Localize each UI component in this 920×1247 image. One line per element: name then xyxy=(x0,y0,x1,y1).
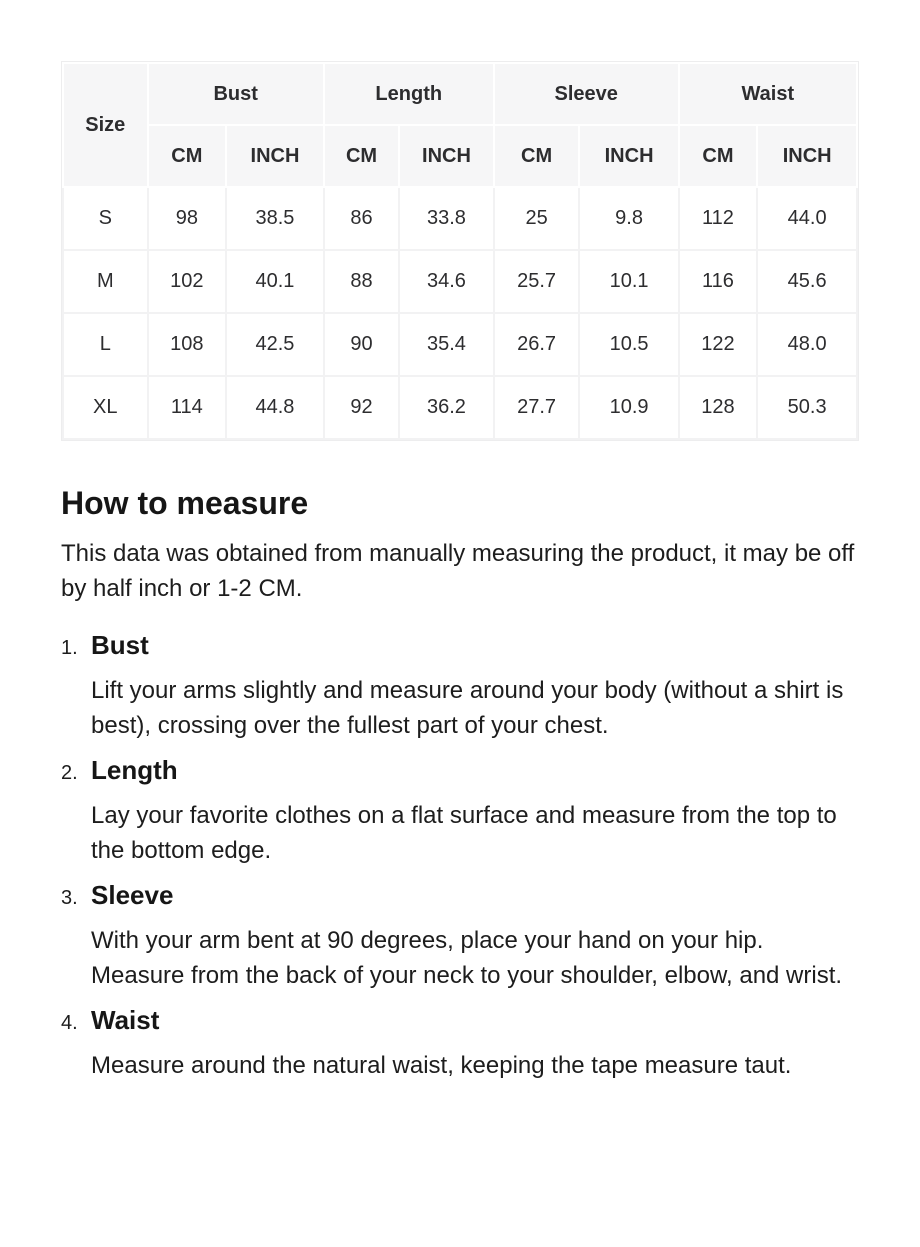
value-cell: 34.6 xyxy=(399,250,493,313)
list-item-sleeve xyxy=(61,880,859,993)
value-cell: 42.5 xyxy=(226,313,324,376)
list-item-number: 1. xyxy=(61,636,78,659)
size-cell: L xyxy=(63,313,148,376)
value-cell: 86 xyxy=(324,187,399,250)
value-cell: 44.0 xyxy=(757,187,857,250)
how-to-measure-intro: This data was obtained from manually measuring the product, it may be off by half inch or 1-2 CM. xyxy=(61,539,855,602)
group-header-bust: Bust xyxy=(148,63,324,125)
list-item-number: 3. xyxy=(61,886,78,909)
list-item-head xyxy=(61,755,859,786)
size-cell: S xyxy=(63,187,148,250)
value-cell: 33.8 xyxy=(399,187,493,250)
size-chart-table xyxy=(62,62,858,440)
value-cell: 102 xyxy=(148,250,227,313)
value-cell: 35.4 xyxy=(399,313,493,376)
size-column-header: Size xyxy=(63,63,148,187)
value-cell: 122 xyxy=(679,313,758,376)
value-cell: 50.3 xyxy=(757,376,857,439)
value-cell: 36.2 xyxy=(399,376,493,439)
group-header-sleeve: Sleeve xyxy=(494,63,679,125)
value-cell: 10.1 xyxy=(579,250,678,313)
value-cell: 114 xyxy=(148,376,227,439)
list-item-head xyxy=(61,630,859,661)
value-cell: 40.1 xyxy=(226,250,324,313)
unit-header-length-inch: INCH xyxy=(399,125,493,187)
group-header-row xyxy=(63,63,857,125)
list-item-number: 2. xyxy=(61,761,78,784)
value-cell: 27.7 xyxy=(494,376,580,439)
value-cell: 25.7 xyxy=(494,250,580,313)
list-item-description: Lift your arms slightly and measure around your body (without a shirt is best), crossing over the fullest part of your chest. xyxy=(91,676,844,739)
value-cell: 112 xyxy=(679,187,758,250)
list-item-length xyxy=(61,755,859,868)
value-cell: 26.7 xyxy=(494,313,580,376)
value-cell: 25 xyxy=(494,187,580,250)
size-cell: M xyxy=(63,250,148,313)
group-header-waist: Waist xyxy=(679,63,857,125)
how-to-measure-heading: How to measure xyxy=(61,485,309,521)
list-item-description: Lay your favorite clothes on a flat surface and measure from the top to the bottom edge. xyxy=(91,801,837,864)
unit-header-waist-cm: CM xyxy=(679,125,758,187)
unit-header-sleeve-inch: INCH xyxy=(579,125,678,187)
value-cell: 98 xyxy=(148,187,227,250)
value-cell: 128 xyxy=(679,376,758,439)
list-item-head xyxy=(61,1005,859,1036)
table-row-m xyxy=(63,250,857,313)
value-cell: 90 xyxy=(324,313,399,376)
list-item-title: Sleeve xyxy=(91,879,174,910)
unit-header-bust-cm: CM xyxy=(148,125,227,187)
value-cell: 45.6 xyxy=(757,250,857,313)
unit-header-bust-inch: INCH xyxy=(226,125,324,187)
value-cell: 44.8 xyxy=(226,376,324,439)
list-item-bust xyxy=(61,630,859,743)
size-chart xyxy=(61,61,859,441)
value-cell: 10.5 xyxy=(579,313,678,376)
group-header-length: Length xyxy=(324,63,494,125)
value-cell: 92 xyxy=(324,376,399,439)
value-cell: 9.8 xyxy=(579,187,678,250)
list-item-title: Bust xyxy=(91,629,149,660)
value-cell: 48.0 xyxy=(757,313,857,376)
list-item-title: Length xyxy=(91,754,178,785)
unit-header-row xyxy=(63,125,857,187)
value-cell: 38.5 xyxy=(226,187,324,250)
size-cell: XL xyxy=(63,376,148,439)
list-item-description: With your arm bent at 90 degrees, place your hand on your hip. Measure from the back of your neck to your shoulder, elbow, and wrist. xyxy=(91,926,843,989)
unit-header-length-cm: CM xyxy=(324,125,399,187)
table-row-s xyxy=(63,187,857,250)
list-item-head xyxy=(61,880,859,911)
list-item-waist xyxy=(61,1005,859,1083)
list-item-number: 4. xyxy=(61,1011,78,1034)
value-cell: 116 xyxy=(679,250,758,313)
value-cell: 88 xyxy=(324,250,399,313)
unit-header-waist-inch: INCH xyxy=(757,125,857,187)
list-item-description: Measure around the natural waist, keeping the tape measure taut. xyxy=(91,1051,792,1079)
table-row-xl xyxy=(63,376,857,439)
table-row-l xyxy=(63,313,857,376)
list-item-title: Waist xyxy=(91,1004,160,1035)
measure-instructions-list xyxy=(61,630,859,1083)
value-cell: 108 xyxy=(148,313,227,376)
value-cell: 10.9 xyxy=(579,376,678,439)
unit-header-sleeve-cm: CM xyxy=(494,125,580,187)
